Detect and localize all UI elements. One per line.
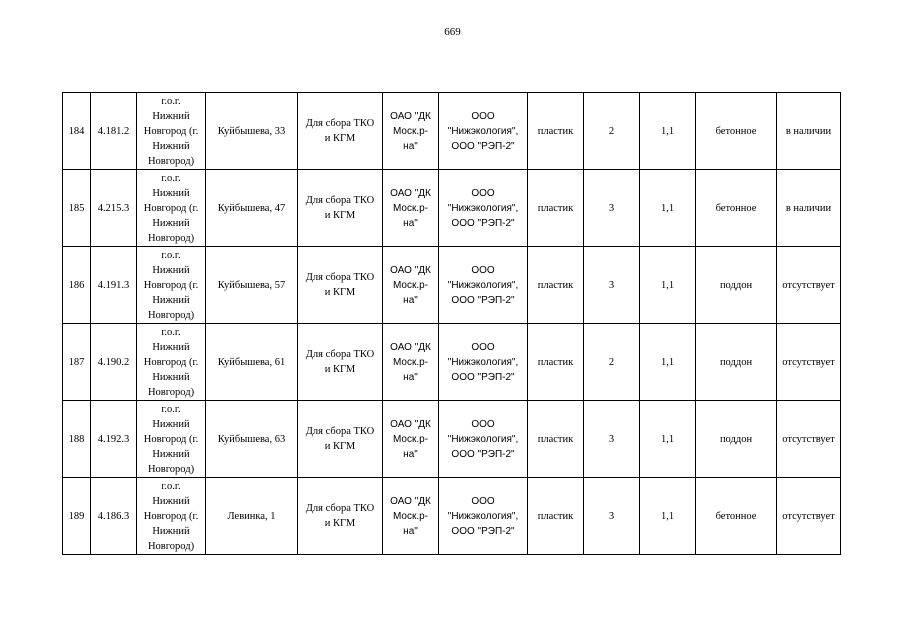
- cell-surface: бетонное: [696, 478, 777, 555]
- cell-settlement: г.о.г. Нижний Новгород (г. Нижний Новгород): [137, 324, 206, 401]
- cell-address: Левинка, 1: [206, 478, 298, 555]
- cell-purpose: Для сбора ТКО и КГМ: [298, 93, 383, 170]
- cell-owner: ОАО "ДК Моск.р- на": [383, 170, 439, 247]
- cell-code: 4.181.2: [91, 93, 137, 170]
- cell-purpose: Для сбора ТКО и КГМ: [298, 478, 383, 555]
- cell-material: пластик: [528, 247, 584, 324]
- cell-container-count: 3: [584, 247, 640, 324]
- cell-address: Куйбышева, 63: [206, 401, 298, 478]
- cell-code: 4.190.2: [91, 324, 137, 401]
- cell-owner: ОАО "ДК Моск.р- на": [383, 93, 439, 170]
- cell-number: 185: [63, 170, 91, 247]
- cell-owner: ОАО "ДК Моск.р- на": [383, 324, 439, 401]
- cell-fence: отсутствует: [777, 401, 841, 478]
- cell-settlement: г.о.г. Нижний Новгород (г. Нижний Новгород): [137, 401, 206, 478]
- cell-address: Куйбышева, 57: [206, 247, 298, 324]
- cell-material: пластик: [528, 324, 584, 401]
- cell-material: пластик: [528, 93, 584, 170]
- cell-settlement: г.о.г. Нижний Новгород (г. Нижний Новгород): [137, 247, 206, 324]
- cell-owner: ОАО "ДК Моск.р- на": [383, 478, 439, 555]
- cell-address: Куйбышева, 47: [206, 170, 298, 247]
- cell-material: пластик: [528, 401, 584, 478]
- cell-address: Куйбышева, 33: [206, 93, 298, 170]
- cell-container-count: 3: [584, 401, 640, 478]
- cell-container-volume: 1,1: [640, 93, 696, 170]
- cell-number: 188: [63, 401, 91, 478]
- table-body: [63, 93, 841, 555]
- cell-operator: ООО "Нижэкология", ООО "РЭП-2": [439, 401, 528, 478]
- cell-container-count: 2: [584, 93, 640, 170]
- cell-operator: ООО "Нижэкология", ООО "РЭП-2": [439, 170, 528, 247]
- cell-number: 189: [63, 478, 91, 555]
- cell-settlement: г.о.г. Нижний Новгород (г. Нижний Новгород): [137, 170, 206, 247]
- cell-purpose: Для сбора ТКО и КГМ: [298, 401, 383, 478]
- cell-operator: ООО "Нижэкология", ООО "РЭП-2": [439, 247, 528, 324]
- cell-fence: в наличии: [777, 170, 841, 247]
- cell-container-volume: 1,1: [640, 170, 696, 247]
- cell-number: 184: [63, 93, 91, 170]
- cell-owner: ОАО "ДК Моск.р- на": [383, 247, 439, 324]
- cell-purpose: Для сбора ТКО и КГМ: [298, 170, 383, 247]
- cell-code: 4.191.3: [91, 247, 137, 324]
- cell-container-count: 3: [584, 170, 640, 247]
- cell-surface: поддон: [696, 324, 777, 401]
- table-row: [63, 478, 841, 555]
- cell-fence: отсутствует: [777, 478, 841, 555]
- cell-settlement: г.о.г. Нижний Новгород (г. Нижний Новгород): [137, 93, 206, 170]
- cell-code: 4.215.3: [91, 170, 137, 247]
- cell-surface: бетонное: [696, 170, 777, 247]
- cell-operator: ООО "Нижэкология", ООО "РЭП-2": [439, 324, 528, 401]
- cell-purpose: Для сбора ТКО и КГМ: [298, 324, 383, 401]
- cell-container-count: 2: [584, 324, 640, 401]
- table-row: [63, 93, 841, 170]
- cell-owner: ОАО "ДК Моск.р- на": [383, 401, 439, 478]
- cell-container-volume: 1,1: [640, 478, 696, 555]
- waste-site-table: [62, 92, 841, 555]
- cell-fence: отсутствует: [777, 247, 841, 324]
- page-number: 669: [444, 26, 461, 38]
- cell-operator: ООО "Нижэкология", ООО "РЭП-2": [439, 478, 528, 555]
- table-row: [63, 324, 841, 401]
- cell-container-volume: 1,1: [640, 401, 696, 478]
- table-row: [63, 247, 841, 324]
- cell-purpose: Для сбора ТКО и КГМ: [298, 247, 383, 324]
- cell-surface: поддон: [696, 247, 777, 324]
- cell-surface: бетонное: [696, 93, 777, 170]
- cell-operator: ООО "Нижэкология", ООО "РЭП-2": [439, 93, 528, 170]
- cell-settlement: г.о.г. Нижний Новгород (г. Нижний Новгород): [137, 478, 206, 555]
- cell-fence: в наличии: [777, 93, 841, 170]
- table-row: [63, 401, 841, 478]
- cell-container-volume: 1,1: [640, 247, 696, 324]
- cell-address: Куйбышева, 61: [206, 324, 298, 401]
- cell-material: пластик: [528, 170, 584, 247]
- cell-code: 4.192.3: [91, 401, 137, 478]
- cell-number: 186: [63, 247, 91, 324]
- cell-surface: поддон: [696, 401, 777, 478]
- cell-container-volume: 1,1: [640, 324, 696, 401]
- cell-material: пластик: [528, 478, 584, 555]
- cell-number: 187: [63, 324, 91, 401]
- cell-fence: отсутствует: [777, 324, 841, 401]
- cell-code: 4.186.3: [91, 478, 137, 555]
- table-row: [63, 170, 841, 247]
- cell-container-count: 3: [584, 478, 640, 555]
